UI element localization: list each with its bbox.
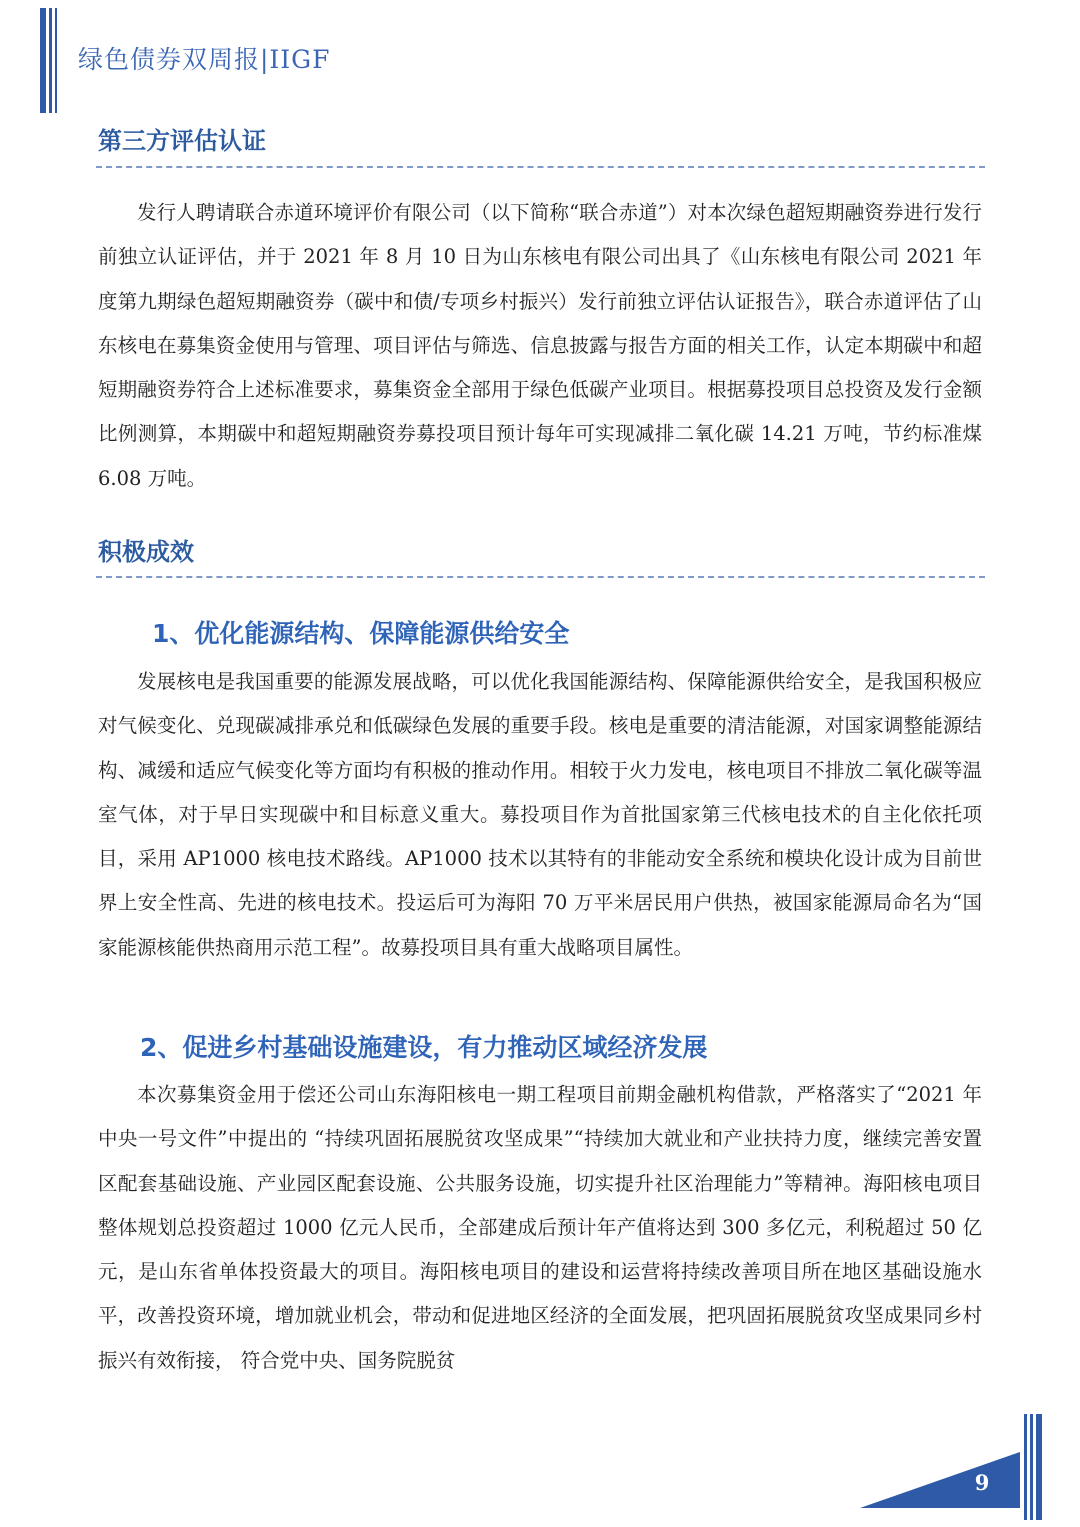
page-number: 9 bbox=[974, 1470, 990, 1495]
section-title-assessment: 第三方评估认证 bbox=[98, 127, 266, 155]
subsection-title-energy: 1、优化能源结构、保障能源供给安全 bbox=[152, 619, 570, 648]
rural-paragraph: 本次募集资金用于偿还公司山东海阳核电一期工程项目前期金融机构借款，严格落实了“2021 年中央一号文件”中提出的 “持续巩固拓展脱贫攻坚成果”“持续加大就业和产业扶持力度，继续完善安置区配套基础设施、产业园区配套设施、公共服务设施，切实提升社区治理能力”等精神。海阳核电项目整体规划总投资超过 1000 亿元人民币，全部建成后预计年产值将达到 300 多亿元，利税超过 50 亿元，是山东省单体投资最大的项目。海阳核电项目的建设和运营将持续改善项目所在地区基础设施水平，改善投资环境，增加就业机会，带动和促进地区经济的全面发展，把巩固拓展脱贫攻坚成果同乡村振兴有效衔接， 符合党中央、国务院脱贫 bbox=[98, 1083, 982, 1372]
assessment-paragraph: 发行人聘请联合赤道环境评价有限公司（以下简称“联合赤道”）对本次绿色超短期融资券进行发行前独立认证评估，并于 2021 年 8 月 10 日为山东核电有限公司出具了《山东核电有限公司 2021 年度第九期绿色超短期融资券（碳中和债/专项乡村振兴）发行前独立评估认证报告》，联合赤道评估了山东核电在募集资金使用与管理、项目评估与筛选、信息披露与报告方面的相关工作，认定本期碳中和超短期融资券符合上述标准要求，募集资金全部用于绿色低碳产业项目。根据募投项目总投资及发行金额比例测算，本期碳中和超短期融资券募投项目预计每年可实现减排二氧化碳 14.21 万吨，节约标准煤 6.08 万吨。 bbox=[98, 201, 982, 490]
section-title-effects: 积极成效 bbox=[98, 538, 194, 566]
section-divider bbox=[96, 576, 985, 578]
subsection-title-rural: 2、促进乡村基础设施建设，有力推动区域经济发展 bbox=[140, 1033, 708, 1062]
section-divider bbox=[96, 166, 985, 168]
header-decoration-bars bbox=[40, 8, 62, 113]
report-title: 绿色债券双周报|IIGF bbox=[78, 45, 331, 74]
footer-decoration-bars bbox=[1024, 1414, 1044, 1520]
energy-paragraph: 发展核电是我国重要的能源发展战略，可以优化我国能源结构、保障能源供给安全，是我国积极应对气候变化、兑现碳减排承兑和低碳绿色发展的重要手段。核电是重要的清洁能源，对国家调整能源结构、减缓和适应气候变化等方面均有积极的推动作用。相较于火力发电，核电项目不排放二氧化碳等温室气体，对于早日实现碳中和目标意义重大。募投项目作为首批国家第三代核电技术的自主化依托项目，采用 AP1000 核电技术路线。AP1000 技术以其特有的非能动安全系统和模块化设计成为目前世界上安全性高、先进的核电技术。投运后可为海阳 70 万平米居民用户供热，被国家能源局命名为“国家能源核能供热商用示范工程”。故募投项目具有重大战略项目属性。 bbox=[98, 670, 982, 959]
